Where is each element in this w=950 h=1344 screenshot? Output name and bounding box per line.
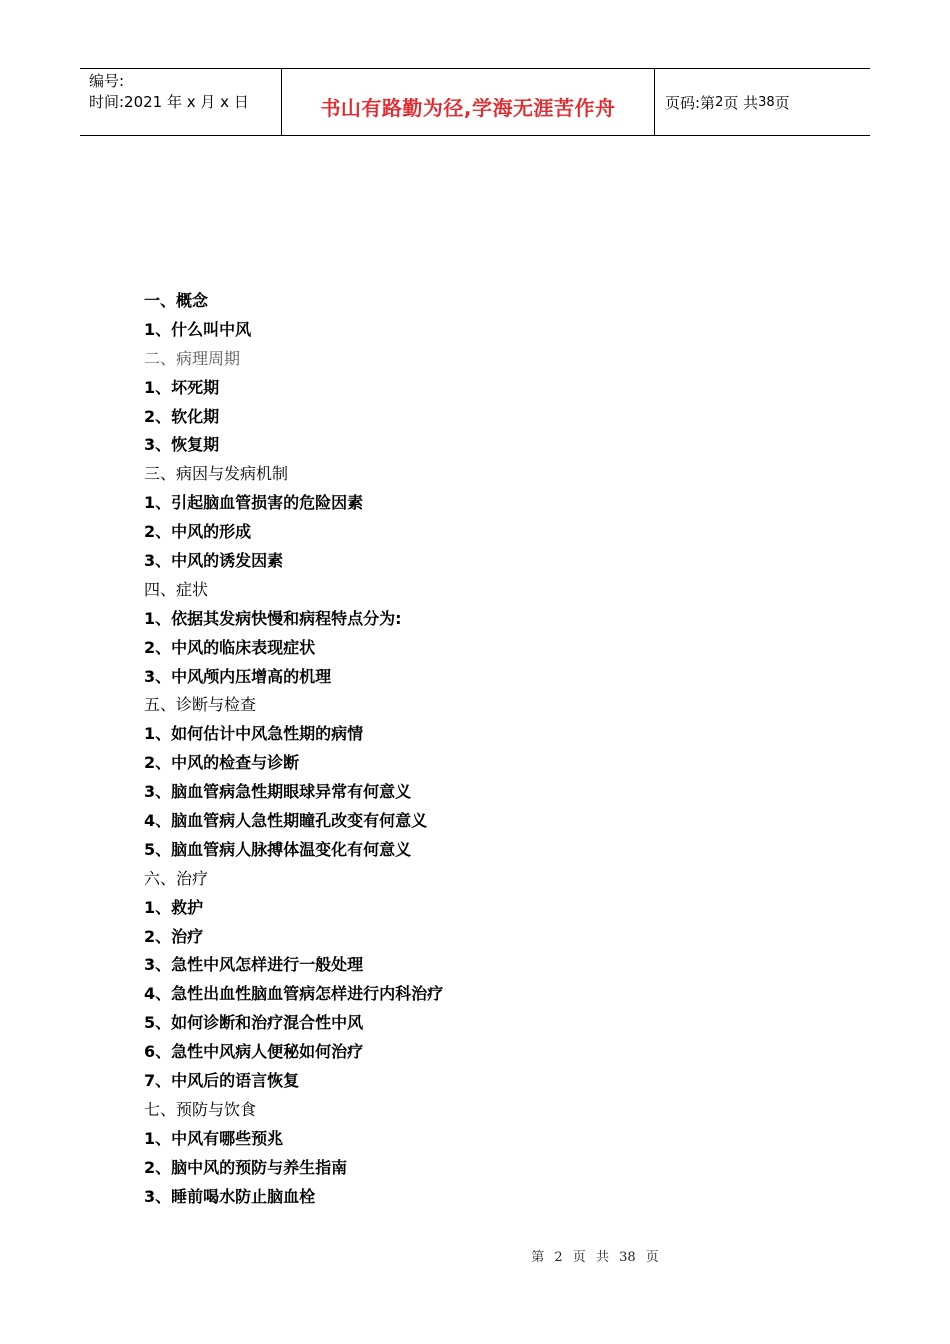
footer-prefix: 第 <box>531 1250 545 1265</box>
toc-item: 2、中风的临床表现症状 <box>144 637 316 657</box>
toc-item: 3、脑血管病急性期眼球异常有何意义 <box>144 782 412 802</box>
toc-item: 2、中风的检查与诊断 <box>144 753 300 773</box>
footer-suffix: 页 <box>645 1250 659 1265</box>
motto-text: 书山有路勤为径,学海无涯苦作舟 <box>320 95 616 120</box>
toc-item: 3、睡前喝水防止脑血栓 <box>144 1186 316 1206</box>
toc-item: 1、坏死期 <box>144 377 220 397</box>
page-header <box>80 68 870 136</box>
time-label: 时间:2021 年 x 月 x 日 <box>89 93 249 111</box>
toc-item: 6、急性中风病人便秘如何治疗 <box>144 1042 364 1062</box>
table-of-contents <box>144 287 664 1212</box>
toc-item: 2、中风的形成 <box>144 522 252 542</box>
toc-item: 2、软化期 <box>144 406 220 426</box>
toc-item: 3、急性中风怎样进行一般处理 <box>144 955 364 975</box>
toc-item: 一、概念 <box>144 291 209 310</box>
toc-item: 5、如何诊断和治疗混合性中风 <box>144 1013 364 1033</box>
page-prefix: 页码:第 <box>665 93 716 112</box>
toc-item: 7、中风后的语言恢复 <box>144 1071 300 1091</box>
toc-item: 1、救护 <box>144 897 204 917</box>
toc-item: 3、中风颅内压增高的机理 <box>144 666 332 686</box>
page-footer <box>0 1246 950 1265</box>
toc-item: 二、病理周期 <box>144 348 241 368</box>
footer-current: 2 <box>554 1250 563 1265</box>
footer-total: 38 <box>619 1250 636 1265</box>
header-page-info <box>655 69 870 135</box>
toc-item: 1、依据其发病快慢和病程特点分为: <box>144 608 402 628</box>
toc-item: 4、脑血管病人急性期瞳孔改变有何意义 <box>144 811 428 831</box>
toc-item: 2、治疗 <box>144 926 204 946</box>
page-suffix: 页 <box>774 93 790 112</box>
toc-item: 七、预防与饮食 <box>144 1099 257 1119</box>
toc-item: 2、脑中风的预防与养生指南 <box>144 1157 348 1177</box>
toc-item: 1、什么叫中风 <box>144 319 252 339</box>
page-total: 38 <box>758 94 775 110</box>
toc-item: 1、引起脑血管损害的危险因素 <box>144 493 364 513</box>
toc-item: 1、如何估计中风急性期的病情 <box>144 724 364 744</box>
number-label: 编号: <box>89 72 125 90</box>
toc-item: 5、脑血管病人脉搏体温变化有何意义 <box>144 839 412 859</box>
toc-item: 3、恢复期 <box>144 435 220 455</box>
footer-mid1: 页 <box>572 1250 586 1265</box>
header-motto-cell <box>281 69 655 135</box>
toc-item: 三、病因与发病机制 <box>144 464 289 484</box>
page-mid: 页 共 <box>723 93 759 112</box>
toc-item: 五、诊断与检查 <box>144 695 257 715</box>
toc-item: 四、症状 <box>144 579 209 599</box>
header-meta <box>80 69 281 135</box>
toc-item: 3、中风的诱发因素 <box>144 551 284 571</box>
footer-mid2: 共 <box>595 1250 609 1265</box>
toc-item: 4、急性出血性脑血管病怎样进行内科治疗 <box>144 984 444 1004</box>
toc-item: 1、中风有哪些预兆 <box>144 1128 284 1148</box>
page-current: 2 <box>715 94 724 110</box>
toc-item: 六、治疗 <box>144 868 209 888</box>
